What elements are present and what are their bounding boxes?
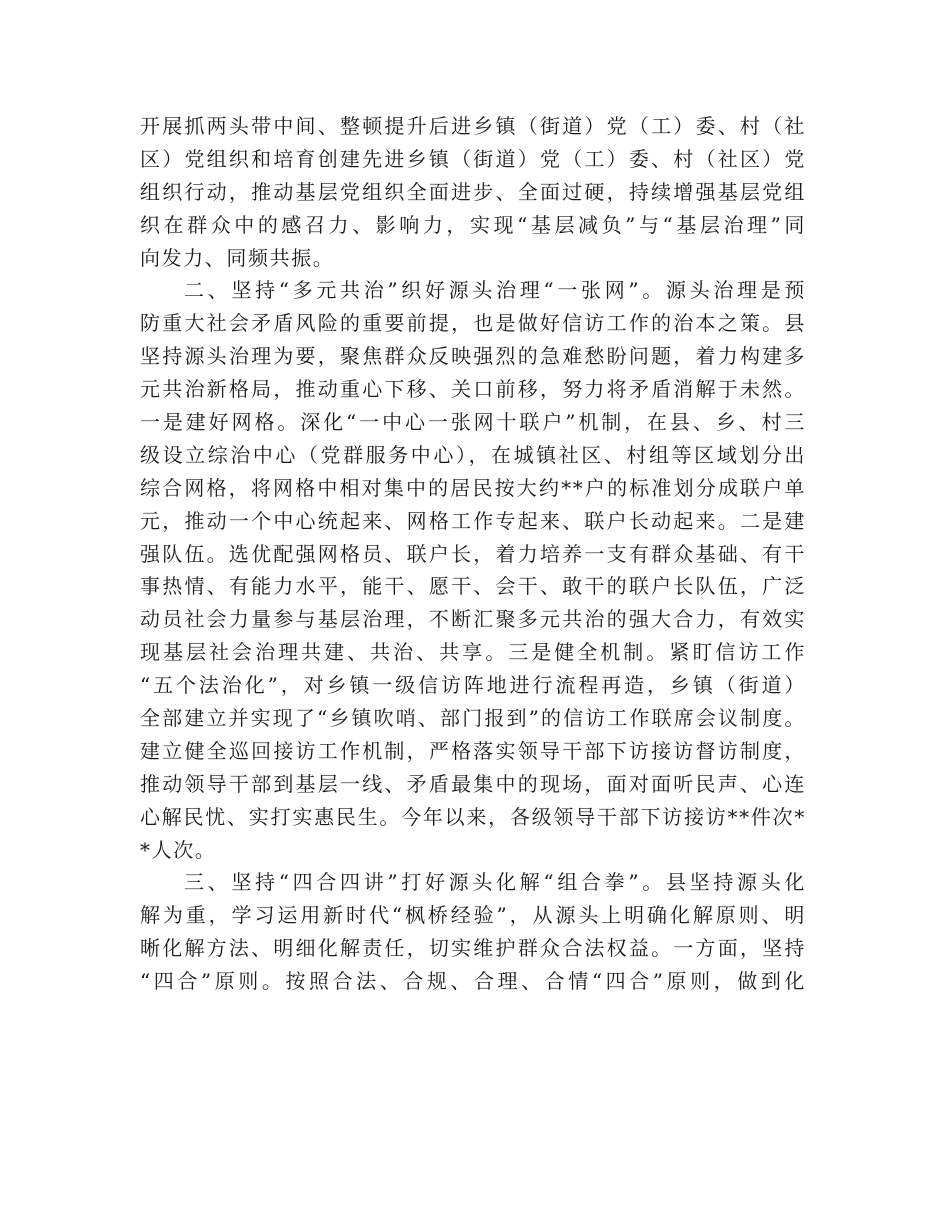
text-line: 坚持源头治理为要，聚焦群众反映强烈的急难愁盼问题，着力构建多 — [140, 344, 806, 369]
text-line: 晰化解方法、明细化解责任，切实维护群众合法权益。一方面，坚持 — [140, 936, 806, 961]
text-line: 级设立综治中心（党群服务中心），在城镇社区、村组等区域划分出 — [140, 442, 806, 467]
paragraph — [140, 274, 806, 866]
text-line: 推动领导干部到基层一线、矛盾最集中的现场，面对面听民声、心连 — [140, 771, 806, 796]
text-line: *人次。 — [140, 837, 217, 862]
text-line: 强队伍。选优配强网格员、联户长，着力培养一支有群众基础、有干 — [140, 541, 806, 566]
text-line: 事热情、有能力水平，能干、愿干、会干、敢干的联户长队伍，广泛 — [140, 574, 806, 599]
text-line: 防重大社会矛盾风险的重要前提，也是做好信访工作的治本之策。县 — [140, 311, 806, 336]
text-line: 现基层社会治理共建、共治、共享。三是健全机制。紧盯信访工作 — [140, 640, 806, 665]
text-line: 元共治新格局，推动重心下移、关口前移，努力将矛盾消解于未然。 — [140, 377, 806, 402]
text-line: 建立健全巡回接访工作机制，严格落实领导干部下访接访督访制度， — [140, 738, 806, 763]
text-line: “五个法治化”，对乡镇一级信访阵地进行流程再造，乡镇（街道） — [140, 673, 806, 698]
text-line: 元，推动一个中心统起来、网格工作专起来、联户长动起来。二是建 — [140, 508, 806, 533]
paragraph — [140, 110, 806, 274]
text-line: 综合网格，将网格中相对集中的居民按大约**户的标准划分成联户单 — [140, 475, 806, 500]
section-heading-line: 三、坚持“四合四讲”打好源头化解“组合拳”。县坚持源头化 — [184, 870, 806, 895]
section-heading-line: 二、坚持“多元共治”织好源头治理“一张网”。源头治理是预 — [184, 278, 806, 303]
document-page — [140, 110, 806, 998]
text-line: 组织行动，推动基层党组织全面进步、全面过硬，持续增强基层党组 — [140, 179, 806, 204]
text-line: 织在群众中的感召力、影响力，实现“基层减负”与“基层治理”同 — [140, 212, 806, 237]
text-line: 动员社会力量参与基层治理，不断汇聚多元共治的强大合力，有效实 — [140, 607, 806, 632]
paragraph — [140, 866, 806, 998]
text-line: 区）党组织和培育创建先进乡镇（街道）党（工）委、村（社区）党 — [140, 146, 806, 171]
text-line: 心解民忧、实打实惠民生。今年以来，各级领导干部下访接访**件次* — [140, 804, 806, 829]
text-line: 一是建好网格。深化“一中心一张网十联户”机制，在县、乡、村三 — [140, 410, 806, 435]
text-line: “四合”原则。按照合法、合规、合理、合情“四合”原则，做到化 — [140, 969, 806, 994]
text-line: 向发力、同频共振。 — [140, 245, 335, 270]
text-line: 开展抓两头带中间、整顿提升后进乡镇（街道）党（工）委、村（社 — [140, 114, 806, 138]
text-line: 全部建立并实现了“乡镇吹哨、部门报到”的信访工作联席会议制度。 — [140, 706, 806, 731]
text-line: 解为重，学习运用新时代“枫桥经验”，从源头上明确化解原则、明 — [140, 903, 806, 928]
